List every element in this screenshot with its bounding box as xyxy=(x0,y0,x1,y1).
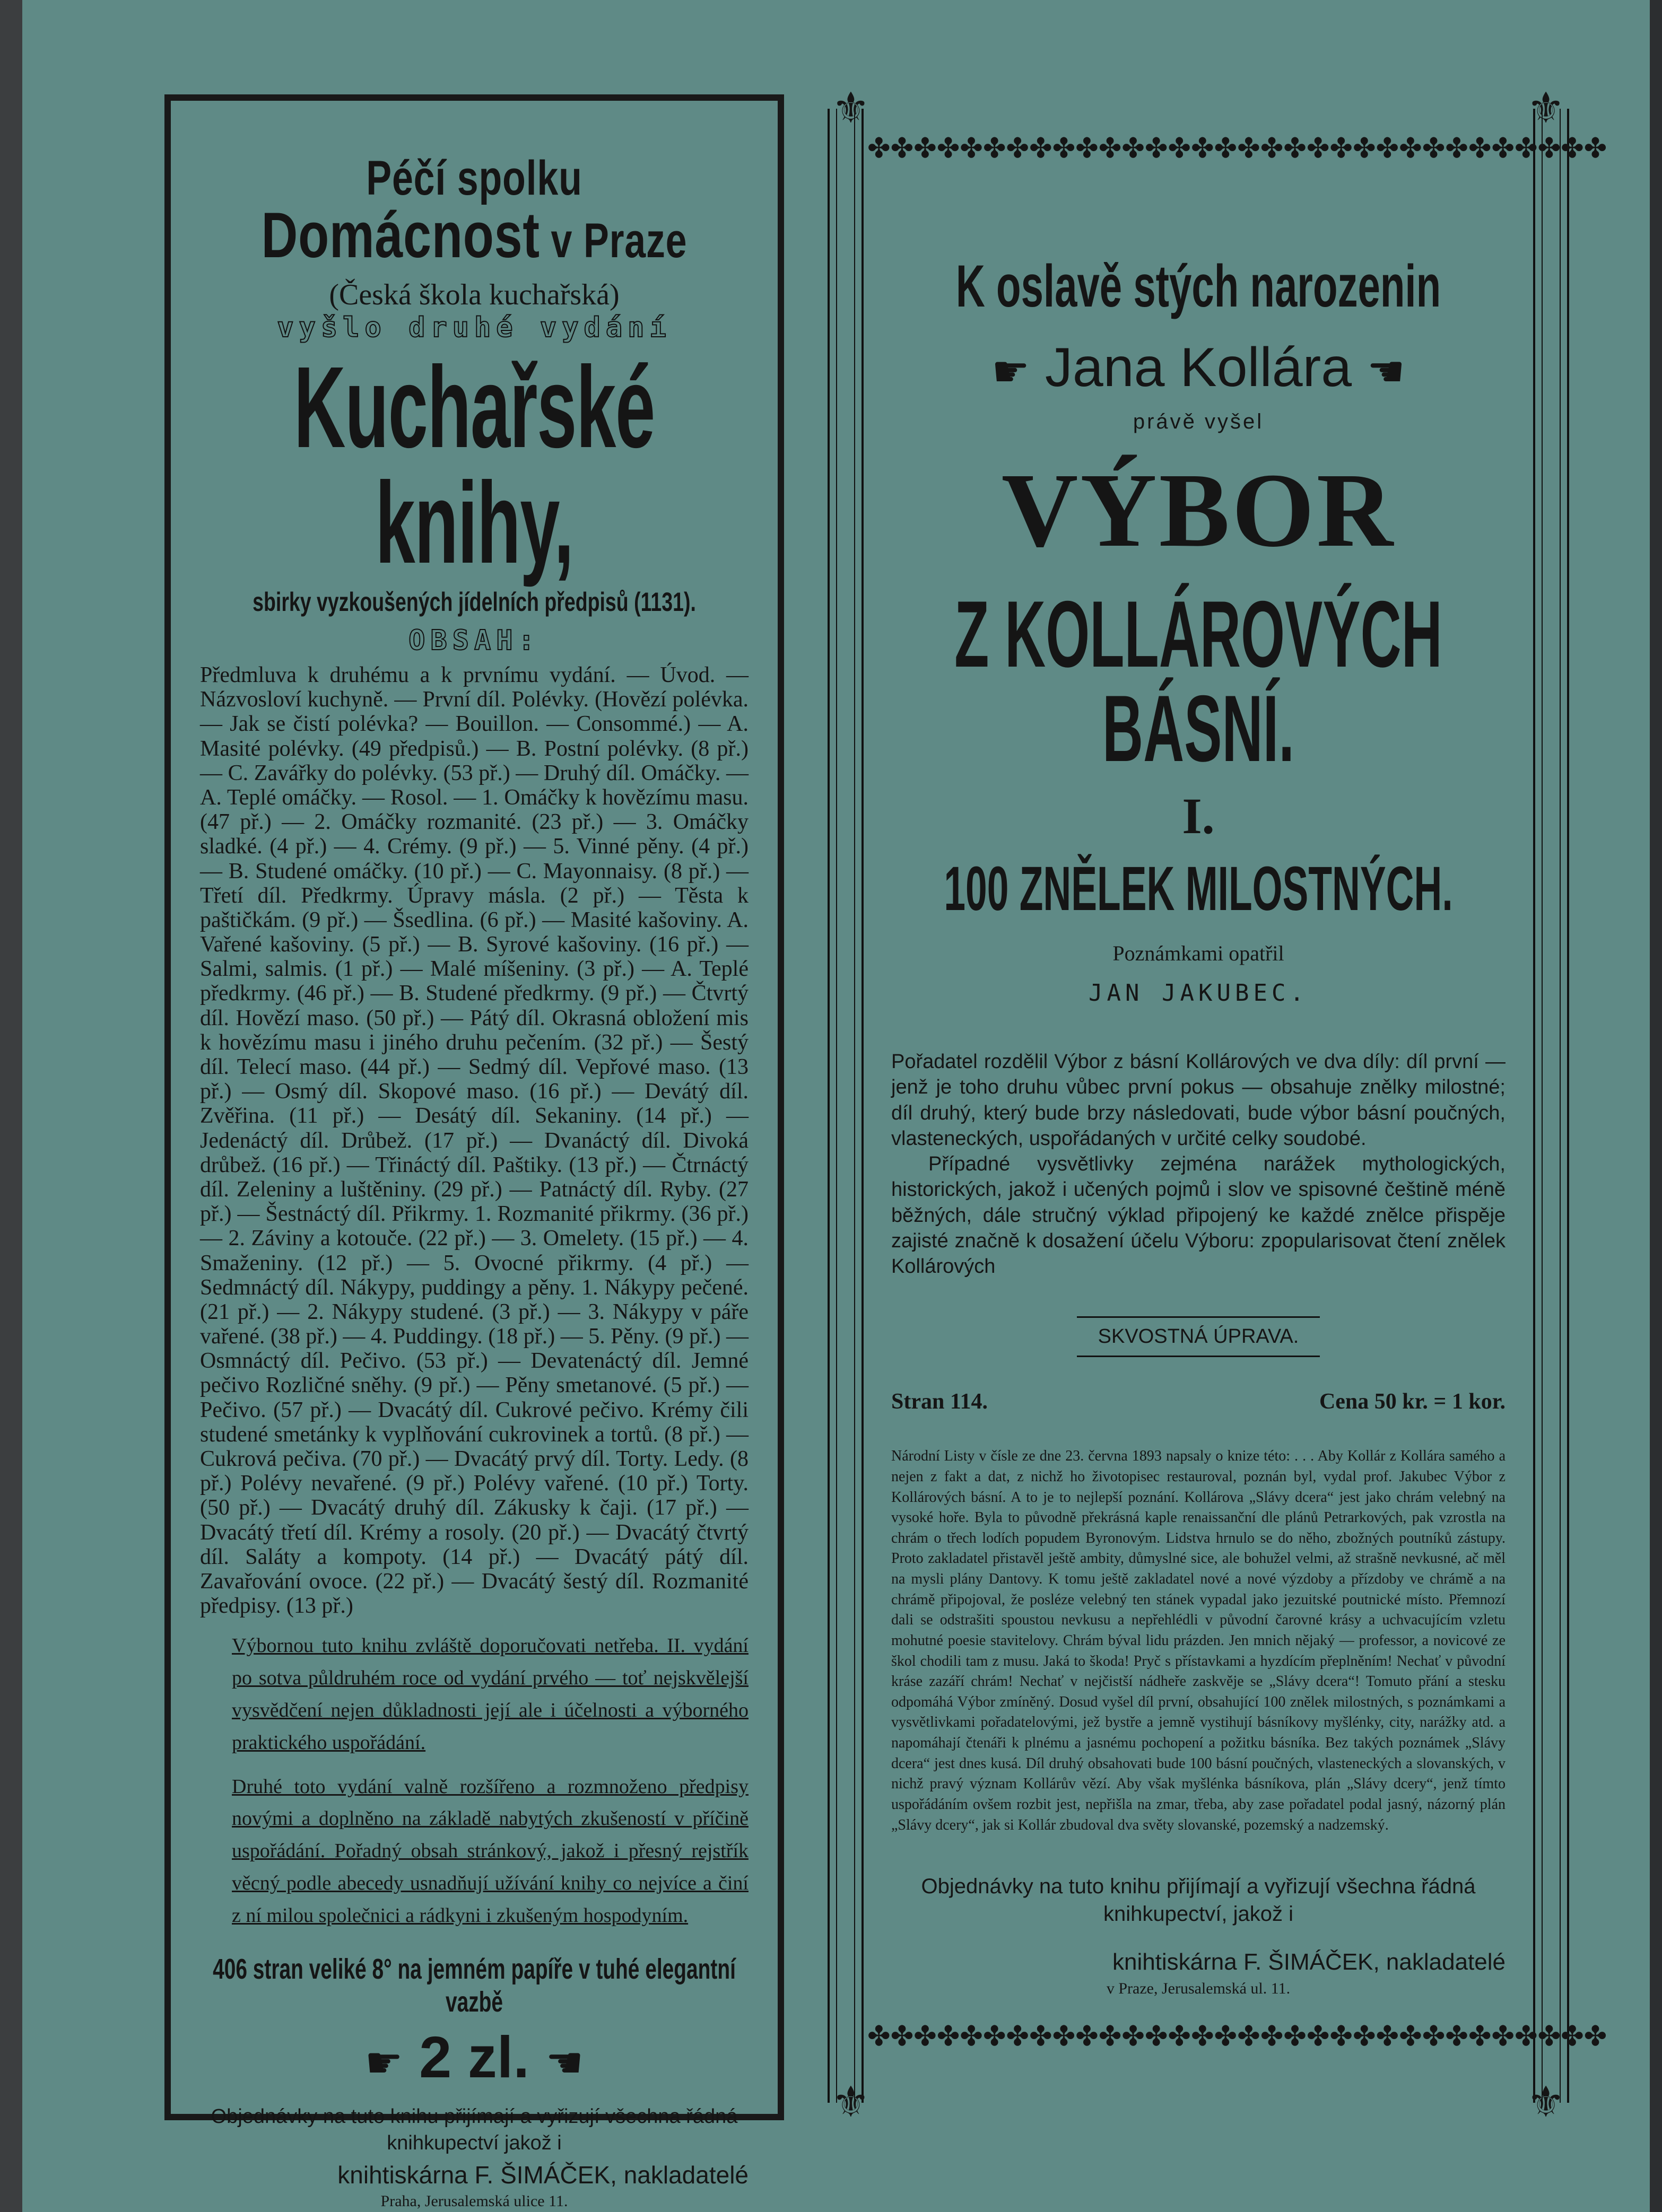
annotations-by: Poznámkami opatřil xyxy=(1112,941,1284,965)
publisher-name: knihtiskárna F. ŠIMÁČEK, nakladatelé xyxy=(337,2161,749,2189)
ad-header xyxy=(260,151,689,271)
book-subtitle: sbirky vyzkoušených jídelních předpisů (1131). xyxy=(253,587,696,617)
binding-badge: SKVOSTNÁ ÚPRAVA. xyxy=(1077,1316,1320,1357)
ornament-row-top: ✤✤✤✤✤✤✤✤✤✤✤✤✤✤✤✤✤✤✤✤✤✤✤✤✤✤✤✤✤✤✤✤ xyxy=(867,134,1607,164)
kollar-advertisement xyxy=(828,85,1607,2126)
fleuron-icon: ⚜ xyxy=(1527,85,1565,132)
society-name: Domácnost xyxy=(261,199,540,271)
volume-title: 100 ZNĚLEK MILOSTNÝCH. xyxy=(944,854,1453,924)
book-specification: 406 stran veliké 8° na jemném papíře v tuhé elegantní vazbě xyxy=(213,1953,736,2018)
notes-paragraph: Případné vysvětlivky zejména narážek mythologických, historických, jakož i učených pojmů i slov ve spisovné češtině méně běžných, dále stručný výklad připojený ke každé znělce přispěje zajisté značně k dosažení účelu Výboru: zpopularisovat čtení znělek Kollárových xyxy=(891,1153,1506,1278)
header-end: v Praze xyxy=(551,214,688,268)
publisher-address: v Praze, Jerusalemská ul. 11. xyxy=(1106,1980,1291,1998)
fleuron-icon: ⚜ xyxy=(832,85,870,132)
price-value: 2 zl. xyxy=(419,2025,529,2091)
pointing-hand-icon: ☚ xyxy=(545,2039,584,2087)
ornament-row-bottom: ✤✤✤✤✤✤✤✤✤✤✤✤✤✤✤✤✤✤✤✤✤✤✤✤✤✤✤✤✤✤✤✤ xyxy=(867,2022,1607,2052)
scan-edge-right xyxy=(1650,0,1662,2212)
ornamental-border-left xyxy=(828,109,864,2103)
poet-name: Jana Kollára xyxy=(1045,337,1352,398)
poet-name-line xyxy=(891,336,1506,399)
description-paragraph: Pořadatel rozdělil Výbor z básní Kollárových ve dva díly: díl první — jenž je toho druhu vůbec první pokus — obsahuje znělky milostné; díl druhý, který bude brzy následovati, bude výbor básní poučných, vlasteneckých, uspořádaných v určité celky soudobé. xyxy=(891,1051,1506,1150)
ornamental-border-right xyxy=(1533,109,1569,2103)
school-subtitle: (Česká škola kuchařská) xyxy=(329,278,620,311)
book-price: Cena 50 kr. = 1 kor. xyxy=(1319,1389,1506,1414)
page-count: Stran 114. xyxy=(891,1389,988,1414)
orders-note: Objednávky na tuto knihu přijímají a vyřizují všechna řádná knihkupectví jakož i xyxy=(211,2105,738,2154)
scan-edge-left xyxy=(0,0,22,2212)
price-block xyxy=(200,2024,749,2091)
publisher-name: knihtiskárna F. ŠIMÁČEK, nakladatelé xyxy=(1112,1949,1506,1975)
contents-heading: OBSAH: xyxy=(408,625,540,657)
occasion-line: K oslavě stých narozenin xyxy=(955,253,1441,319)
recommendation-paragraph: Výbornou tuto knihu zvláště doporučovati netřeba. II. vydání po sotva půldruhém roce od vydání prvého — toť nejskvělejší vysvědčení nejen důkladnosti její ale i účelnosti a výborného praktického uspořádání. xyxy=(232,1634,749,1754)
pointing-hand-icon: ☛ xyxy=(364,2039,403,2087)
publisher-address: Praha, Jerusalemská ulice 11. xyxy=(380,2192,568,2210)
just-published: právě vyšel xyxy=(1133,410,1264,433)
header-line: Péčí spolku xyxy=(366,151,582,205)
book-title-vybor: VÝBOR xyxy=(1001,452,1396,569)
contents-list: Předmluva k druhému a k prvnímu vydání. — Úvod. — Názvosloví kuchyně. — První díl. Polévky. (Hovězí polévka. — Jak se čistí polévka? — Bouillon. — Consommé.) — A. Masité polévky. (49 předpisů.) — B. Postní polévky. (8 př.) — C. Zavářky do polévky. (53 př.) — Druhý díl. Omáčky. — A. Teplé omáčky. — Rosol. — 1. Omáčky k hovězímu masu. (47 př.) — 2. Omáčky rozmanité. (23 př.) — 3. Omáčky sladké. (4 př.) — 4. Crémy. (9 př.) — 5. Vinné pěny. (4 př.) — B. Studené omáčky. (10 př.) — C. Mayonnaisy. (8 př.) — Třetí díl. Předkrmy. Úpravy másla. (2 př.) — Těsta k paštičkám. (9 př.) — Šsedlina. (6 př.) — Masité kašoviny. A. Vařené kašoviny. (5 př.) — B. Syrové kašoviny. (16 př.) — Salmi, salmis. (1 př.) — Malé míšeniny. (3 př.) — A. Teplé předkrmy. (46 př.) — B. Studené předkrmy. (9 př.) — Čtvrtý díl. Hovězí maso. (50 př.) — Pátý díl. Okrasná obložení mis k hovězímu masu i jiného druhu pečením. (32 př.) — Šestý díl. Telecí maso. (44 př.) — Sedmý díl. Vepřové maso. (13 př.) — Osmý díl. Skopové maso. (16 př.) — Devátý díl. Zvěřina. (11 př.) — Desátý díl. Sekaniny. (14 př.) — Jedenáctý díl. Drůbež. (17 př.) — Dvanáctý díl. Divoká drůbež. (16 př.) — Třináctý díl. Paštiky. (13 př.) — Čtrnáctý díl. Zeleniny a luštěniny. (29 př.) — Patnáctý díl. Ryby. (27 př.) — Šestnáctý díl. Přikrmy. 1. Rozmanité přikrmy. (36 př.) — 2. Záviny a kotouče. (22 př.) — 3. Omelety. (15 př.) — 4. Smaženiny. (12 př.) — 5. Ovocné přikrmy. (4 př.) — Sedmnáctý díl. Nákypy, puddingy a pěny. 1. Nákypy pečené. (21 př.) — 2. Nákypy studené. (3 př.) — 3. Nákypy v páře vařené. (38 př.) — 4. Puddingy. (18 př.) — 5. Pěny. (9 př.) — Osmnáctý díl. Pečivo. (53 př.) — Devatenáctý díl. Jemné pečivo Rozličné sněhy. (9 př.) — Pěny smetanové. (5 př.) — Pečivo. (57 př.) — Dvacátý díl. Cukrové pečivo. Krémy čili studené smetánky k vyplňování cukrovinek a tortů. (8 př.) — Cukrová pečiva. (70 př.) — Dvacátý prvý díl. Torty. Ledy. (8 př.) Polévy nevařené. (9 př.) Polévy vařené. (10 př.) Torty. (50 př.) — Dvacátý druhý díl. Zákusky k čaji. (17 př.) — Dvacátý třetí díl. Krémy a rosoly. (20 př.) — Dvacátý čtvrtý díl. Saláty a kompoty. (14 př.) — Dvacátý pátý díl. Zavařování ovoce. (22 př.) — Dvacátý šestý díl. Rozmanité předpisy. (13 př.) xyxy=(200,663,749,1619)
pointing-hand-icon: ☚ xyxy=(1367,348,1405,395)
press-review: Národní Listy v čísle ze dne 23. června 1893 napsaly o knize této: . . . Aby Kollár z Kollára samého a nejen z fakt a dat, z nichž ho životopisec restauroval, poznán byl, vydal prof. Jakubec Výbor z Kollárových básní. A to je to nejlepší poznání. Kollárova „Slávy dcera“ jest jako chrám velebný na vysoké hoře. Byla to původně překrásná kaple renaissanční dle plánů Petrarkových, pak vzrostla na chrám o třech lodích popudem Byronovým. Lidstva hrnulo se do něho, zbožných poutníků zástupy. Proto zakladatel přistavěl ještě ambity, důmyslné sice, ale bohužel velmi, až strašně nevkusné, ač měl na mysli plány Dantovy. K tomu ještě zakladatel nové a nové výzdoby a přízdoby ve chrámě a na chrámě připojoval, že posléze velebný ten stánek vypadal jako jezuitské poutnické místo. Přemnozí dali se odstrašiti spoustou nevkusu a nepřehlédli v původní čarovné krásy a uchvacujícím vzletu mohutné poesie stavitelovy. Chrám býval lidu prázden. Jen mnich nějaký — professor, a novicové ze škol chodili tam z musu. Jaká to škoda! Pryč s přístavkami a hyzdícím přeplněním! Nechať v původní kráse zazáří chrám! Nechať v nejčistší nádheře zaskvěje se „Slávy dcera“! Tomuto přání a stesku odpomáhá Výbor zmíněný. Dosud vyšel díl první, obsahující 100 znělek milostných, s poznámkami a vysvětlivkami pořadatelovými, jež bystře a jemně vystihují básníkovy myšlénky, city, narážky atd. a napomáhají čtenáři k plnému a jasnému pochopení a požitku básníka. Bez takých poznámek „Slávy dcera“ jest dnes kusá. Díl druhý obsahovati bude 100 básní poučných, vlasteneckých a slovanských, v nichž pravý význam Kollárův vězí. Aby však myšlénka básníkova, plán „Slávy dcery“, jenž tímto uspořádáním ovšem rozbit jest, nepřišla na zmar, třeba, aby zase pořadatel podal jasný, názorný plán „Slávy dcery“, jak si Kollár zbudoval dva světy slovanské, pozemský a nadzemský. xyxy=(891,1448,1506,1833)
price-bar xyxy=(891,1389,1506,1414)
edition-note: vyšlo druhé vydání xyxy=(277,312,672,344)
pointing-hand-icon: ☛ xyxy=(991,348,1030,395)
fleuron-icon: ⚜ xyxy=(832,2079,870,2126)
cookbook-advertisement xyxy=(164,94,784,2210)
editor-name: JAN JAKUBEC. xyxy=(1089,980,1308,1007)
volume-number: I. xyxy=(1182,788,1215,844)
book-title: Kuchařské knihy, xyxy=(293,343,655,588)
book-title-line2: Z KOLLÁROVÝCH BÁSNÍ. xyxy=(954,581,1442,781)
orders-note: Objednávky na tuto knihu přijímají a vyřizují všechna řádná knihkupectví, jakož i xyxy=(921,1875,1476,1926)
fleuron-icon: ⚜ xyxy=(1527,2079,1565,2126)
expansion-paragraph: Druhé toto vydání valně rozšířeno a rozmnoženo předpisy novými a doplněno na základě nabytých zkušeností v příčině uspořádání. Pořadný obsah stránkový, jakož i přesný rejstřík věcný podle abecedy usnadňují užívání knihy co nejvíce a činí z ní milou společnici a rádkyni i zkušeným hospodyním. xyxy=(232,1775,749,1927)
